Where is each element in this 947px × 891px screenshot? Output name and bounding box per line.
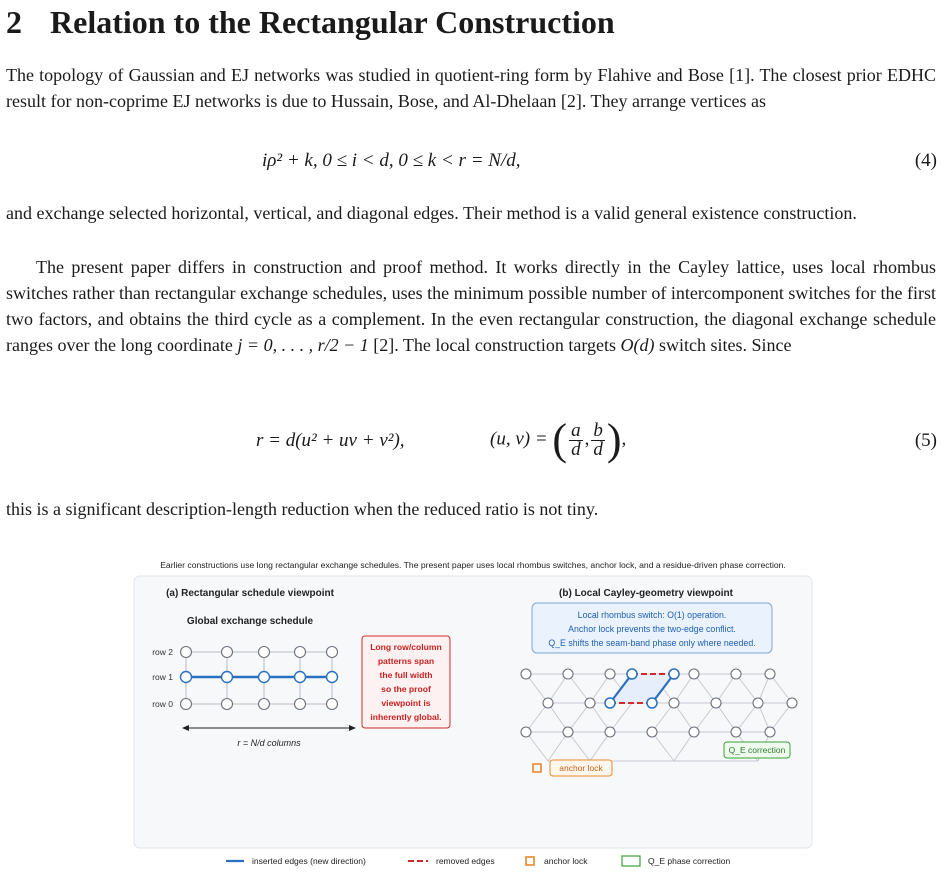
- node: [731, 669, 741, 679]
- node: [669, 669, 679, 679]
- node: [222, 647, 233, 658]
- paragraph-4: this is a significant description-length reduction when the reduced ratio is not tiny.: [6, 499, 599, 519]
- equation-5: [0, 415, 937, 472]
- node: [787, 698, 797, 708]
- note-line: Long row/column: [370, 642, 442, 652]
- node: [222, 699, 233, 710]
- equation-5-rhs: [490, 415, 627, 464]
- panel-b-title: (b) Local Cayley-geometry viewpoint: [559, 588, 733, 599]
- node: [731, 727, 741, 737]
- node: [627, 669, 637, 679]
- panel-a-subtitle: Global exchange schedule: [186, 616, 314, 627]
- fraction-b-denominator: d: [593, 438, 603, 460]
- node: [689, 669, 699, 679]
- node: [585, 698, 595, 708]
- node: [647, 698, 657, 708]
- right-paren: ): [606, 415, 622, 464]
- paragraph-3-text-a: The present paper differs in construction and proof method. It works directly in the Cayley lattice, uses local rhombus switches rather than rectangular exchange schedules, uses the minimum possible number of intercomponent switches for the first two factors, and obtains the third cycle as a complement. In the even rectangular construction, the diagonal exchange schedule ranges over the long coordinate: [6, 257, 936, 355]
- legend-inserted-label: inserted edges (new direction): [252, 856, 366, 866]
- figure-legend: [226, 856, 730, 866]
- figure-caption-top: Earlier constructions use long rectangular exchange schedules. The present paper uses local rhombus switches, anchor lock, and a residue-driven phase correction.: [160, 560, 786, 570]
- node: [765, 727, 775, 737]
- node: [689, 727, 699, 737]
- node: [543, 698, 553, 708]
- fraction-b-over-d: [591, 419, 605, 460]
- left-paren: (: [552, 415, 568, 464]
- panel-a-title: (a) Rectangular schedule viewpoint: [166, 588, 334, 599]
- qe-correction-label: Q_E correction: [728, 745, 786, 755]
- node: [521, 727, 531, 737]
- paragraph-3-math-1: j = 0, . . . , r/2 − 1: [237, 335, 369, 355]
- equation-5-tag: (5): [914, 430, 937, 451]
- callout-line: Anchor lock prevents the two-edge conflict.: [568, 624, 736, 634]
- node: [765, 669, 775, 679]
- node: [327, 699, 338, 710]
- legend-removed-label: removed edges: [436, 856, 495, 866]
- note-line: viewpoint is: [381, 698, 431, 708]
- node: [711, 698, 721, 708]
- anchor-lock-label: anchor lock: [559, 763, 603, 773]
- node: [222, 672, 233, 683]
- equation-4-tag: (4): [914, 150, 937, 171]
- fraction-comma: ,: [584, 428, 590, 450]
- legend-anchor-label: anchor lock: [544, 856, 588, 866]
- paragraph-3-text-c: switch sites. Since: [654, 335, 792, 355]
- node: [605, 698, 615, 708]
- section-heading: [6, 4, 615, 41]
- section-number: 2: [6, 4, 22, 40]
- node: [605, 669, 615, 679]
- equation-5-lhs: r = d(u² + uv + v²),: [256, 430, 405, 451]
- local-switch-callout-text: [548, 610, 755, 648]
- node: [563, 727, 573, 737]
- node: [295, 672, 306, 683]
- figure-svg: [130, 556, 816, 886]
- row-0-label: row 0: [152, 699, 173, 709]
- legend-phase-label: Q_E phase correction: [648, 856, 731, 866]
- paragraph-1: The topology of Gaussian and EJ networks was studied in quotient-ring form by Flahive and Bose [1]. The closest prior EDHC result for non-coprime EJ networks is due to Hussain, Bose, and Al-Dhelaan [2]. They arrange vertices as: [6, 65, 936, 111]
- node: [295, 699, 306, 710]
- note-line: patterns span: [377, 656, 435, 666]
- node: [181, 699, 192, 710]
- note-line: so the proof: [381, 684, 431, 694]
- fraction-b-numerator: b: [593, 419, 603, 441]
- node: [605, 727, 615, 737]
- callout-line: Q_E shifts the seam-band phase only where needed.: [548, 638, 756, 648]
- note-line: the full width: [379, 670, 433, 680]
- node: [327, 672, 338, 683]
- node: [259, 699, 270, 710]
- node: [753, 698, 763, 708]
- paragraph-2: and exchange selected horizontal, vertical, and diagonal edges. Their method is a valid general existence construction.: [6, 203, 857, 223]
- node: [181, 647, 192, 658]
- node: [669, 698, 679, 708]
- node: [563, 669, 573, 679]
- node: [327, 647, 338, 658]
- paragraph-3-math-2: O(d): [620, 335, 655, 355]
- trailing-comma: ,: [621, 428, 627, 450]
- paragraph-3: [6, 254, 936, 358]
- figure-rectangular-vs-local: [130, 556, 816, 886]
- fraction-a-denominator: d: [571, 438, 581, 460]
- node: [521, 669, 531, 679]
- fraction-a-numerator: a: [571, 419, 581, 441]
- legend-phase-swatch: [622, 856, 640, 866]
- note-line: inherently global.: [370, 712, 442, 722]
- node: [295, 647, 306, 658]
- equation-4-body: iρ² + k, 0 ≤ i < d, 0 ≤ k < r = N/d,: [262, 150, 521, 171]
- columns-axis-label: r = N/d columns: [237, 738, 301, 748]
- row-1-label: row 1: [152, 672, 173, 682]
- paragraph-3-text-b: [2]. The local construction targets: [368, 335, 621, 355]
- callout-line: Local rhombus switch: O(1) operation.: [577, 610, 727, 620]
- node: [259, 647, 270, 658]
- node: [259, 672, 270, 683]
- legend-anchor-swatch: [526, 857, 534, 865]
- node: [647, 727, 657, 737]
- fraction-a-over-d: [569, 419, 583, 460]
- equation-5-mid: (u, v) =: [490, 428, 548, 450]
- node: [181, 672, 192, 683]
- row-2-label: row 2: [152, 647, 173, 657]
- section-title: Relation to the Rectangular Construction: [50, 4, 615, 40]
